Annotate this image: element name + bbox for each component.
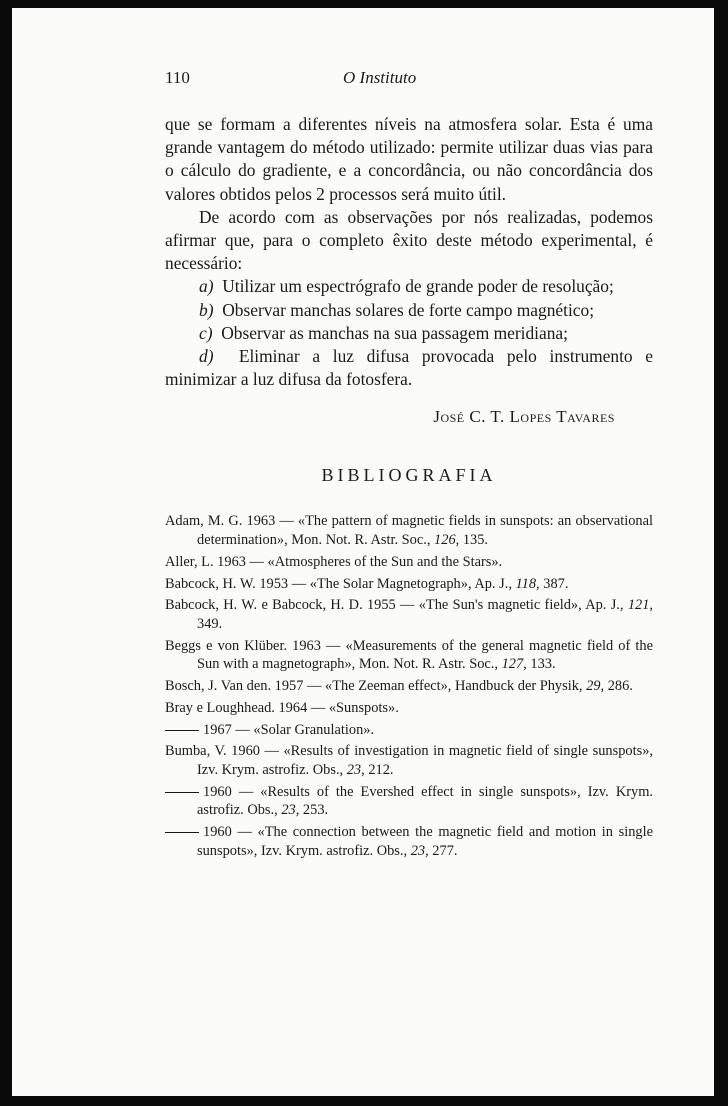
reference-pages: 286.: [604, 678, 633, 695]
running-title: O Instituto: [343, 68, 417, 87]
item-text: Utilizar um espectrógrafo de grande poder de resolução;: [222, 276, 614, 297]
reference-text: Aller, L. 1963 — «Atmospheres of the Sun and the Stars».: [165, 553, 503, 570]
list-item-d: [165, 345, 653, 391]
list-item-b: [165, 299, 653, 322]
reference-text: 1967 — «Solar Granulation».: [203, 721, 375, 738]
reference-pages: 277.: [428, 842, 458, 859]
reference-volume: 127,: [501, 656, 527, 673]
item-letter: b): [199, 299, 214, 320]
reference-volume: 29,: [586, 678, 605, 695]
bibliography-title: BIBLIOGRAFIA: [321, 465, 497, 486]
reference-pages: 133.: [526, 656, 556, 673]
reference-volume: 23,: [281, 802, 300, 819]
author-signature: José C. T. Lopes Tavares: [433, 407, 615, 427]
reference-item: [165, 677, 653, 696]
reference-text: 1960 — «The connection between the magnetic field and motion in single sunspots», Izv. Krym. astrofiz. Obs.,: [197, 824, 653, 859]
reference-text: Bray e Loughhead. 1964 — «Sunspots».: [165, 699, 399, 716]
reference-item: [165, 637, 653, 674]
repeat-author-dash: [165, 730, 199, 731]
reference-item: [165, 783, 653, 820]
page-header: [165, 68, 653, 98]
reference-volume: 126,: [434, 532, 460, 549]
reference-pages: 135.: [459, 532, 489, 549]
reference-pages: 253.: [299, 802, 329, 819]
reference-item: [165, 721, 653, 740]
reference-text: Beggs e von Klüber. 1963 — «Measurements of the general magnetic field of the Sun with a magnetograph», Mon. Not. R. Astr. Soc.,: [165, 637, 653, 673]
reference-volume: 118,: [515, 575, 540, 592]
page-number: 110: [165, 68, 190, 87]
paragraph-2: De acordo com as observações por nós realizadas, podemos afirmar que, para o completo êxito deste método experimental, é necessário:: [165, 206, 653, 274]
paragraph-1: que se formam a diferentes níveis na atmosfera solar. Esta é uma grande vantagem do método utilizado: permite utilizar duas vias para o cálculo do gradiente, e a concordância, ou não concordância dos valores obtidos pelos 2 processos será muito útil.: [165, 114, 653, 204]
reference-item: [165, 596, 653, 633]
reference-item: [165, 823, 653, 860]
reference-text: Bumba, V. 1960 — «Results of investigation in magnetic field of single sunspots», Izv. Krym. astrofiz. Obs.,: [165, 743, 653, 779]
list-item-a: [165, 275, 653, 298]
reference-pages: 212.: [364, 762, 394, 779]
bibliography-list: [165, 512, 653, 860]
item-text: Eliminar a luz difusa provocada pelo instrumento e minimizar a luz difusa da fotosfera.: [165, 346, 653, 390]
reference-item: [165, 699, 653, 718]
body-text: [165, 113, 653, 391]
list-item-c: [165, 322, 653, 345]
reference-text: Bosch, J. Van den. 1957 — «The Zeeman effect», Handbuck der Physik,: [165, 678, 587, 695]
reference-text: Adam, M. G. 1963 — «The pattern of magnetic fields in sunspots: an observational determination», Mon. Not. R. Astr. Soc.,: [165, 513, 653, 549]
reference-text: 1960 — «Results of the Evershed effect in single sunspots», Izv. Krym. astrofiz. Obs.,: [197, 783, 653, 819]
reference-item: [165, 575, 653, 594]
reference-text: Babcock, H. W. 1953 — «The Solar Magnetograph», Ap. J.,: [165, 575, 516, 592]
reference-volume: 121,: [627, 597, 653, 614]
reference-item: [165, 512, 653, 549]
reference-text: Babcock, H. W. e Babcock, H. D. 1955 — «The Sun's magnetic field», Ap. J.,: [165, 597, 628, 614]
reference-volume: 23,: [410, 842, 429, 859]
repeat-author-dash: [165, 792, 199, 793]
reference-pages: 387.: [539, 575, 569, 592]
reference-item: [165, 742, 653, 779]
item-text: Observar as manchas na sua passagem meridiana;: [221, 322, 568, 343]
reference-volume: 23,: [346, 762, 365, 779]
reference-pages: 349.: [197, 615, 223, 632]
item-letter: a): [199, 276, 214, 297]
page-content: [165, 68, 653, 864]
item-text: Observar manchas solares de forte campo magnético;: [222, 299, 595, 320]
page: [12, 8, 714, 1096]
item-letter: c): [199, 322, 213, 343]
repeat-author-dash: [165, 832, 199, 833]
reference-item: [165, 553, 653, 572]
item-letter: d): [199, 346, 214, 367]
